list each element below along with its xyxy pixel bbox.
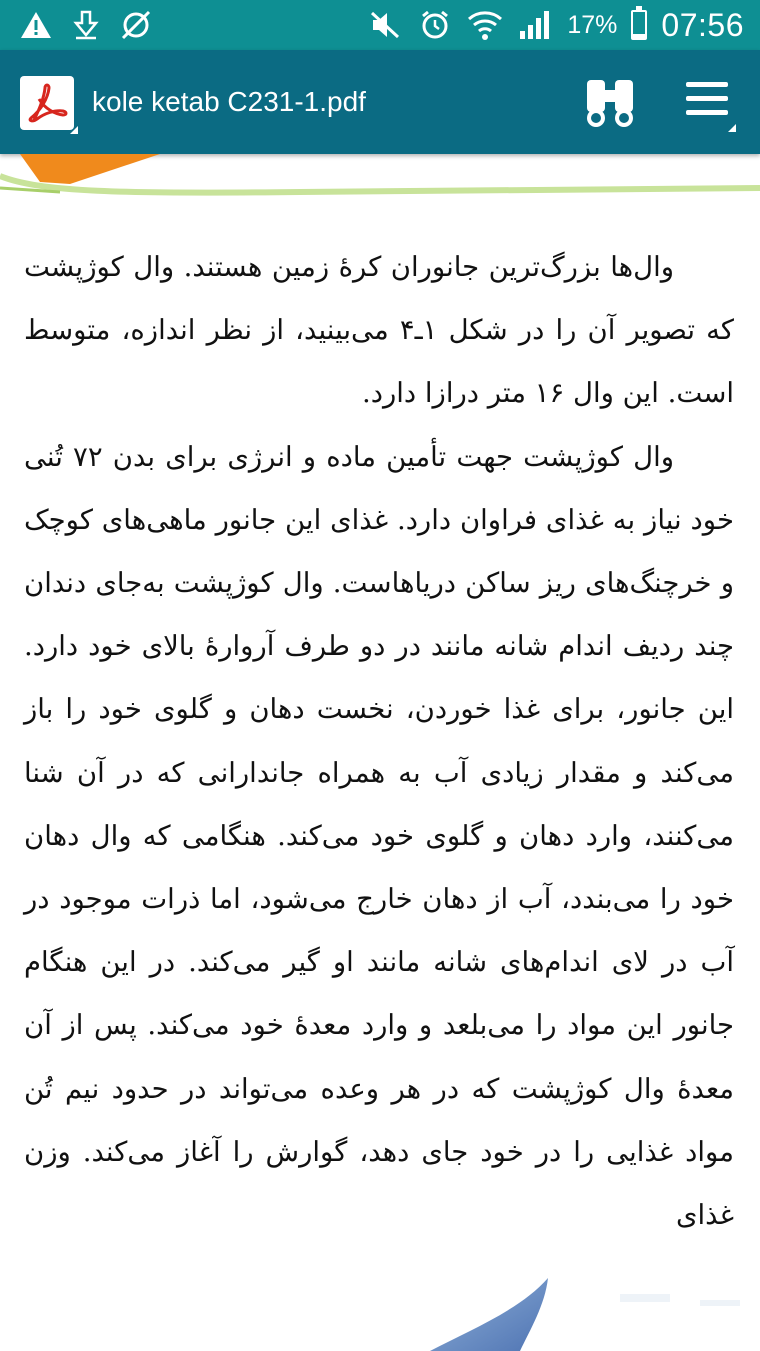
battery-level bbox=[633, 34, 645, 38]
battery-icon bbox=[631, 10, 647, 40]
pdf-icon[interactable] bbox=[20, 76, 74, 130]
mute-icon bbox=[367, 7, 403, 43]
paragraph-2: وال کوژپشت جهت تأمین ماده و انرژی برای بدن ۷۲ تُنی خود نیاز به غذای فراوان دارد. غذای این جانور ماهی‌های کوچک و خرچنگ‌های ریز ساکن دریاهاست. وال کوژپشت به‌جای دندان چند ردیف اندام شانه مانند در دو طرف آروارهٔ بالای خود دارد. این جانور، برای غذا خوردن، نخست دهان و گلوی خود را باز می‌کند و مقدار زیادی آب به همراه جاندارانی که در آن شنا می‌کنند، وارد دهان و گلوی خود می‌کند. هنگامی که وال دهان خود را می‌بندد، آب از دهان خارج می‌شود، اما ذرات موجود در آب در لای اندام‌های شانه مانند او گیر می‌کند. در این هنگام جانور این مواد را می‌بلعد و وارد معدهٔ خود می‌کند. پس از آن معدهٔ وال کوژپشت که در هر وعده می‌تواند در حدود نیم تُن مواد غذایی را در خود جای دهد، گوارش را آغاز می‌کند. وزن غذای bbox=[24, 440, 734, 1232]
binoculars-icon[interactable] bbox=[584, 74, 636, 130]
menu-icon[interactable] bbox=[684, 78, 732, 126]
battery-percent: 17% bbox=[567, 10, 618, 39]
download-icon bbox=[68, 7, 104, 43]
status-bar bbox=[0, 0, 760, 50]
page-header-decoration bbox=[0, 154, 760, 214]
whale-fin-illustration bbox=[0, 1250, 760, 1351]
paragraph-1: وال‌ها بزرگ‌ترین جانوران کرهٔ زمین هستند. وال کوژپشت که تصویر آن را در شکل ۱ـ۴ می‌بینید، از نظر اندازه، متوسط است. این وال ۱۶ متر درازا دارد. bbox=[24, 251, 734, 410]
status-left-icons bbox=[18, 6, 154, 44]
alarm-icon bbox=[417, 7, 453, 43]
status-clock: 07:56 bbox=[661, 6, 744, 43]
wifi-icon bbox=[467, 7, 503, 43]
signal-icon bbox=[517, 7, 553, 43]
app-bar bbox=[0, 50, 760, 154]
document-page-text bbox=[24, 236, 734, 1247]
no-sync-icon bbox=[118, 7, 154, 43]
document-title: kole ketab C231-1.pdf bbox=[92, 86, 366, 117]
status-right-icons bbox=[367, 6, 744, 44]
pdf-icon-dropdown-marker bbox=[70, 126, 78, 134]
warning-icon bbox=[18, 7, 54, 43]
